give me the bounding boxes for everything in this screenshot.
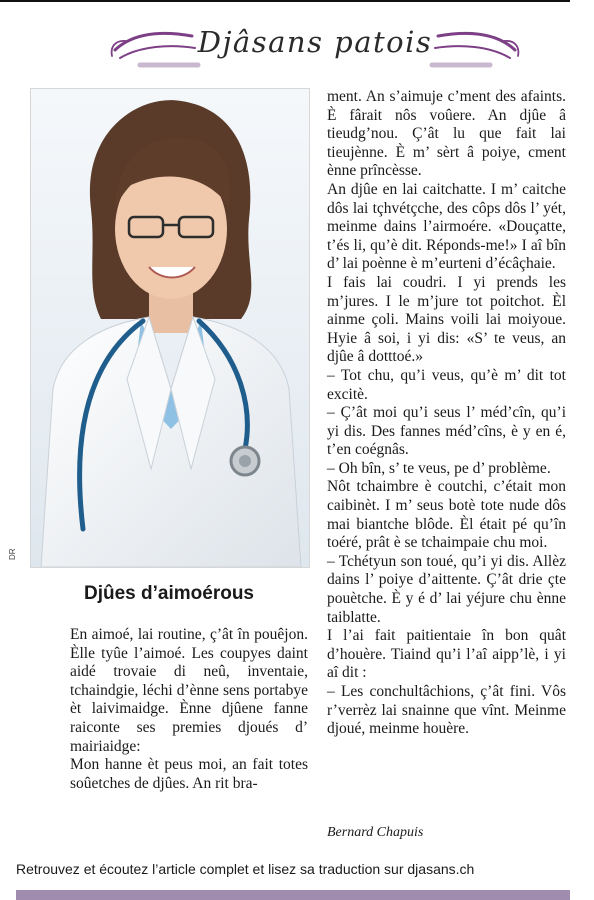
section-title: Djâsans patois: [197, 25, 433, 59]
bottom-bar: [16, 890, 570, 900]
paragraph: – Ç’ât moi qu’i seus l’ méd’cîn, qu’i yi dis. Des fannes méd’cîns, è y en é, t’en coégnâs.: [327, 404, 566, 459]
top-rule: [0, 0, 570, 2]
paragraph: En aimoé, lai routine, ç’ât în pouêjon. Èlle tyûe l’aimoé. Les coupyes daint aidé trovaie di neû, inventaie, tchaindgie, léchi d’ènne sens portabye èt laivimaidge. Ènne djûene fanne raiconte ses premies djoués d’ mairiaidge:: [70, 626, 308, 755]
doctor-illustration: [31, 89, 309, 567]
paragraph: I l’ai fait paitientaie în bon quât d’houère. Tiaind qu’i l’aî aipp’lè, i yi aî dit :: [327, 627, 566, 682]
paragraph: – Oh bîn, s’ te veus, pe d’ problème.: [327, 459, 551, 477]
paragraph: – Tchétyun son toué, qu’i yi dis. Allèz dains l’ poiye d’aittente. Ç’ât drie çte pouètche. È y é d’ lai yéjure chu ènne taiblatte.: [327, 552, 566, 626]
section-header: [110, 14, 520, 74]
doctor-photo: [30, 88, 310, 568]
paragraph: An djûe en lai caitchatte. I m’ caitche dôs lai tçhvétçche, des côps dôs l’ yét, meinme dains l’airmoére. «Douçatte, t’és li, qu’è dit. Réponds-me!» I aî bîn d’ lai poènne è m’eurteni d’écâçhaie.: [327, 180, 566, 273]
author-signature: Bernard Chapuis: [327, 825, 424, 840]
paragraph: I fais lai coudri. I yi prends les m’jures. I le m’jure tot poitchot. Èl ainme çoli. Mains voili lai moiyoue. Hyie â soi, i yi dis: «S’ te veus, an djûe â dotttoé.»: [327, 273, 566, 366]
paragraph: – Les conchultâchions, ç’ât fini. Vôs r’verrèz lai snainne que vînt. Meinme djoué, meinme houère.: [327, 683, 566, 738]
paragraph: – Tot chu, qu’i veus, qu’è m’ dit tot excitè.: [327, 366, 566, 403]
footer-note: Retrouvez et écoutez l’article complet et lisez sa traduction sur djasans.ch: [16, 861, 475, 877]
paragraph: ment. An s’aimuje c’ment des afaints. È fârait nôs voûere. An djûe â tieudg’nou. Ç’ât lu que fait lai tieujènne. È m’ sèrt â poiye, cment ènne prîncèsse.: [327, 88, 566, 180]
paragraph: Nôt tchaimbre è coutchi, c’était mon caibinèt. I m’ seus botè tote nude dôs mai biantche blôde. Èl était pé qu’în toéré, prât è se tchaimpaie chu moi.: [327, 478, 566, 552]
article-column-left: [70, 626, 308, 793]
photo-credit: DR: [8, 548, 17, 560]
paragraph: Mon hanne èt peus moi, an fait totes soûetches de djûes. An rit bra-: [70, 756, 308, 792]
article-column-right: [327, 88, 566, 739]
article-headline: Djûes d’aimoérous: [84, 583, 254, 604]
